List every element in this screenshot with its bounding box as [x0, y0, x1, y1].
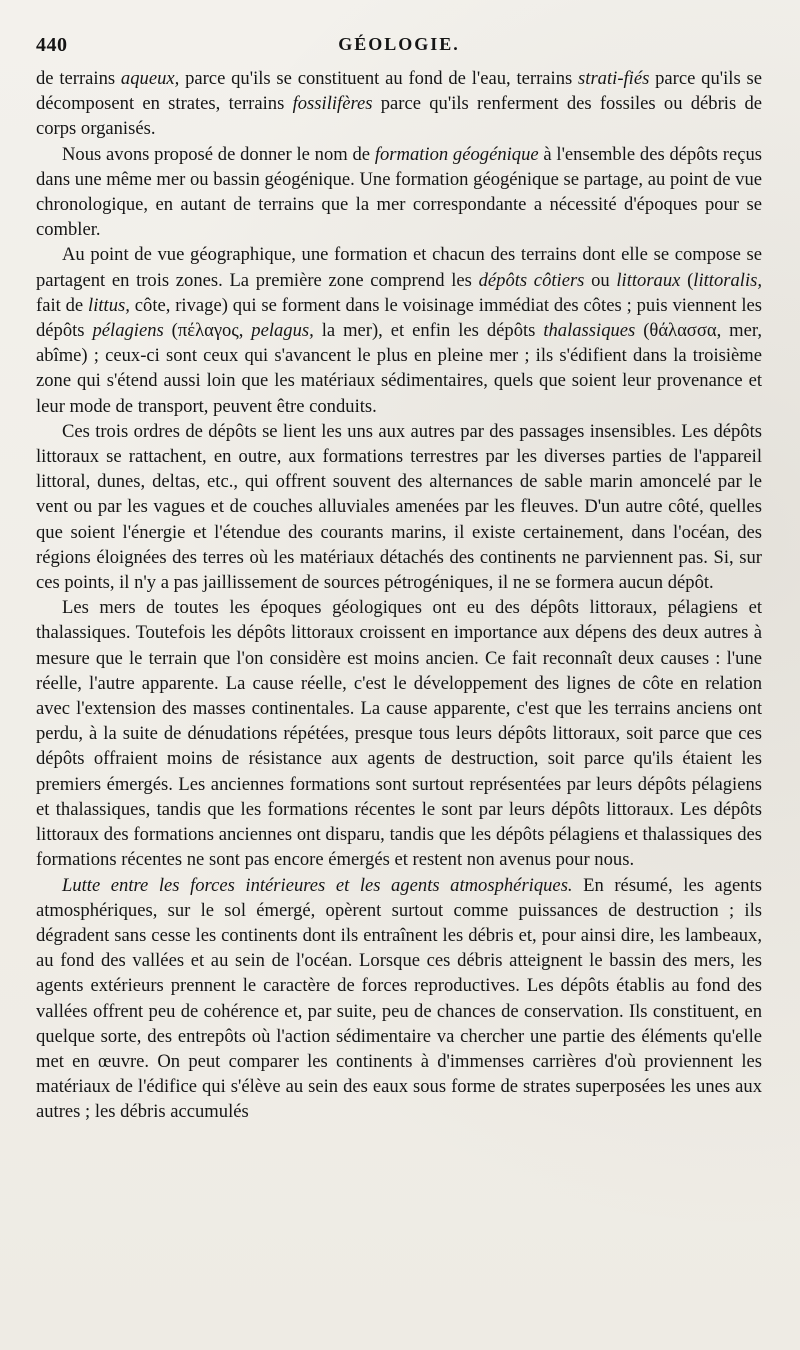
italic-text: pelagus, [251, 320, 314, 342]
paragraph [36, 595, 762, 872]
text-run: En résumé, les agents atmosphériques, sur le sol émergé, opèrent surtout comme puissances de destruction ; ils dégradent sans cesse les continents dont ils entraînent les débris et, pour ainsi dire, les lambeaux, au fond des vallées et au sein de l'océan. Lorsque ces débris atteignent le bassin des mers, les agents extérieurs prennent le caractère de forces reproductives. Les dépôts établis au fond des vallées offrent peu de cohérence et, par suite, peu de chances de conservation. Ils constituent, en quelque sorte, des entrepôts où l'action sédimentaire va chercher une partie des éléments qu'elle met en œuvre. On peut comparer les continents à d'immenses carrières d'où proviennent les matériaux de l'édifice qui s'élève au sein des eaux sous forme de strates superposées les unes aux autres ; les débris accumulés [36, 874, 763, 1123]
italic-text: littus, [88, 294, 130, 316]
text-run: ou [584, 269, 617, 291]
paragraph [36, 242, 762, 418]
italic-text: pélagiens [92, 320, 164, 342]
italic-text: thalassiques [543, 320, 636, 342]
text-run: la mer), et enfin les dépôts [313, 320, 544, 342]
text-run: à l'ensemble des dépôts reçus dans une même mer ou bassin géogénique. Une formation géogénique se partage, au point de vue chronologique, en autant de terrains que la mer correspondante a nécessité d'époques pour se combler. [36, 143, 762, 241]
text-run: Nous avons proposé de donner le nom de [62, 143, 375, 165]
italic-text: fossilifères [292, 93, 373, 115]
text-run: de terrains [36, 68, 121, 89]
text-run: Les mers de toutes les époques géologiques ont eu des dépôts littoraux, pélagiens et thalassiques. Toutefois les dépôts littoraux croissent en importance aux dépens des deux autres à mesure que le terrain que l'on considère est moins ancien. Ce fait reconnaît deux causes : l'une réelle, l'autre apparente. La cause réelle, c'est le développement des lignes de côte en relation avec l'extension des masses continentales. La cause apparente, c'est que les terrains anciens ont perdu, à la suite de dénudations répétées, presque tous leurs dépôts littoraux, soit parce que ces dépôts offraient moins de résistance aux agents de destruction, soit parce qu'ils étaient les premiers émergés. Les anciennes formations sont surtout représentées par leurs dépôts pélagiens et thalassiques, tandis que les formations récentes le sont par leurs dépôts littoraux. Les dépôts littoraux des formations anciennes ont disparu, tandis que les dépôts pélagiens et thalassiques des formations récentes ne sont pas encore émergés et restent non avenus pour nous. [36, 597, 762, 871]
italic-text: strati-fiés [578, 68, 650, 89]
italic-text: formation géogénique [374, 143, 539, 165]
text-run: parce qu'ils se constituent au fond de l'eau, terrains [179, 68, 579, 89]
italic-text: littoralis, [693, 269, 762, 291]
text-run: parce qu'ils renferment des fossiles ou débris de corps organisés. [36, 93, 763, 140]
text-run: Ces trois ordres de dépôts se lient les uns aux autres par des passages insensibles. Les dépôts littoraux se rattachent, en outre, aux formations terrestres par les diverses parties de l'appareil littoral, dunes, deltas, etc., qui offrent souvent des alternances de sable marin amoncelé par le vent ou par les vagues et de couches alluviales amenées par les fleuves. D'un autre côté, quelles que soient l'énergie et l'étendue des courants marins, il existe certainement, dans l'océan, des régions éloignées des terres où les matériaux détachés des continents ne parviennent pas. Si, sur ces points, il n'y a pas jaillissement de sources pétrogéniques, il ne se formera aucun dépôt. [36, 420, 762, 594]
text-run: fait de [36, 294, 89, 316]
text-run: ( [680, 269, 694, 291]
italic-text: Lutte entre les forces intérieures et les agents atmosphériques. [62, 874, 573, 896]
italic-text: littoraux [616, 269, 681, 291]
page-header [36, 34, 762, 62]
italic-text: aqueux, [120, 68, 180, 89]
text-run: côte, rivage) qui se forment dans le voisinage immédiat des côtes ; puis viennent les dépôts [36, 294, 762, 342]
page-number: 440 [36, 34, 68, 56]
paragraph [36, 873, 762, 1125]
running-head: GÉOLOGIE. [338, 34, 460, 54]
text-run: parce qu'ils se décomposent en strates, terrains [36, 68, 762, 115]
paragraph [36, 142, 762, 243]
paragraph [36, 419, 762, 595]
text-run: Au point de vue géographique, une formation et chacun des terrains dont elle se compose se partagent en trois zones. La première zone comprend les [36, 244, 762, 291]
paragraph [36, 66, 762, 142]
italic-text: dépôts côtiers [478, 269, 585, 291]
text-run: (θάλασσα, mer, abîme) ; ceux-ci sont ceux qui s'avancent le plus en pleine mer ; ils s'édifient dans la troisième zone qui s'étend aussi loin que les matériaux sédimentaires, quels que soient leur provenance et leur mode de transport, peuvent être conduits. [36, 320, 762, 417]
text-run: (πέλαγος, [163, 320, 252, 342]
body-text [36, 66, 762, 1125]
